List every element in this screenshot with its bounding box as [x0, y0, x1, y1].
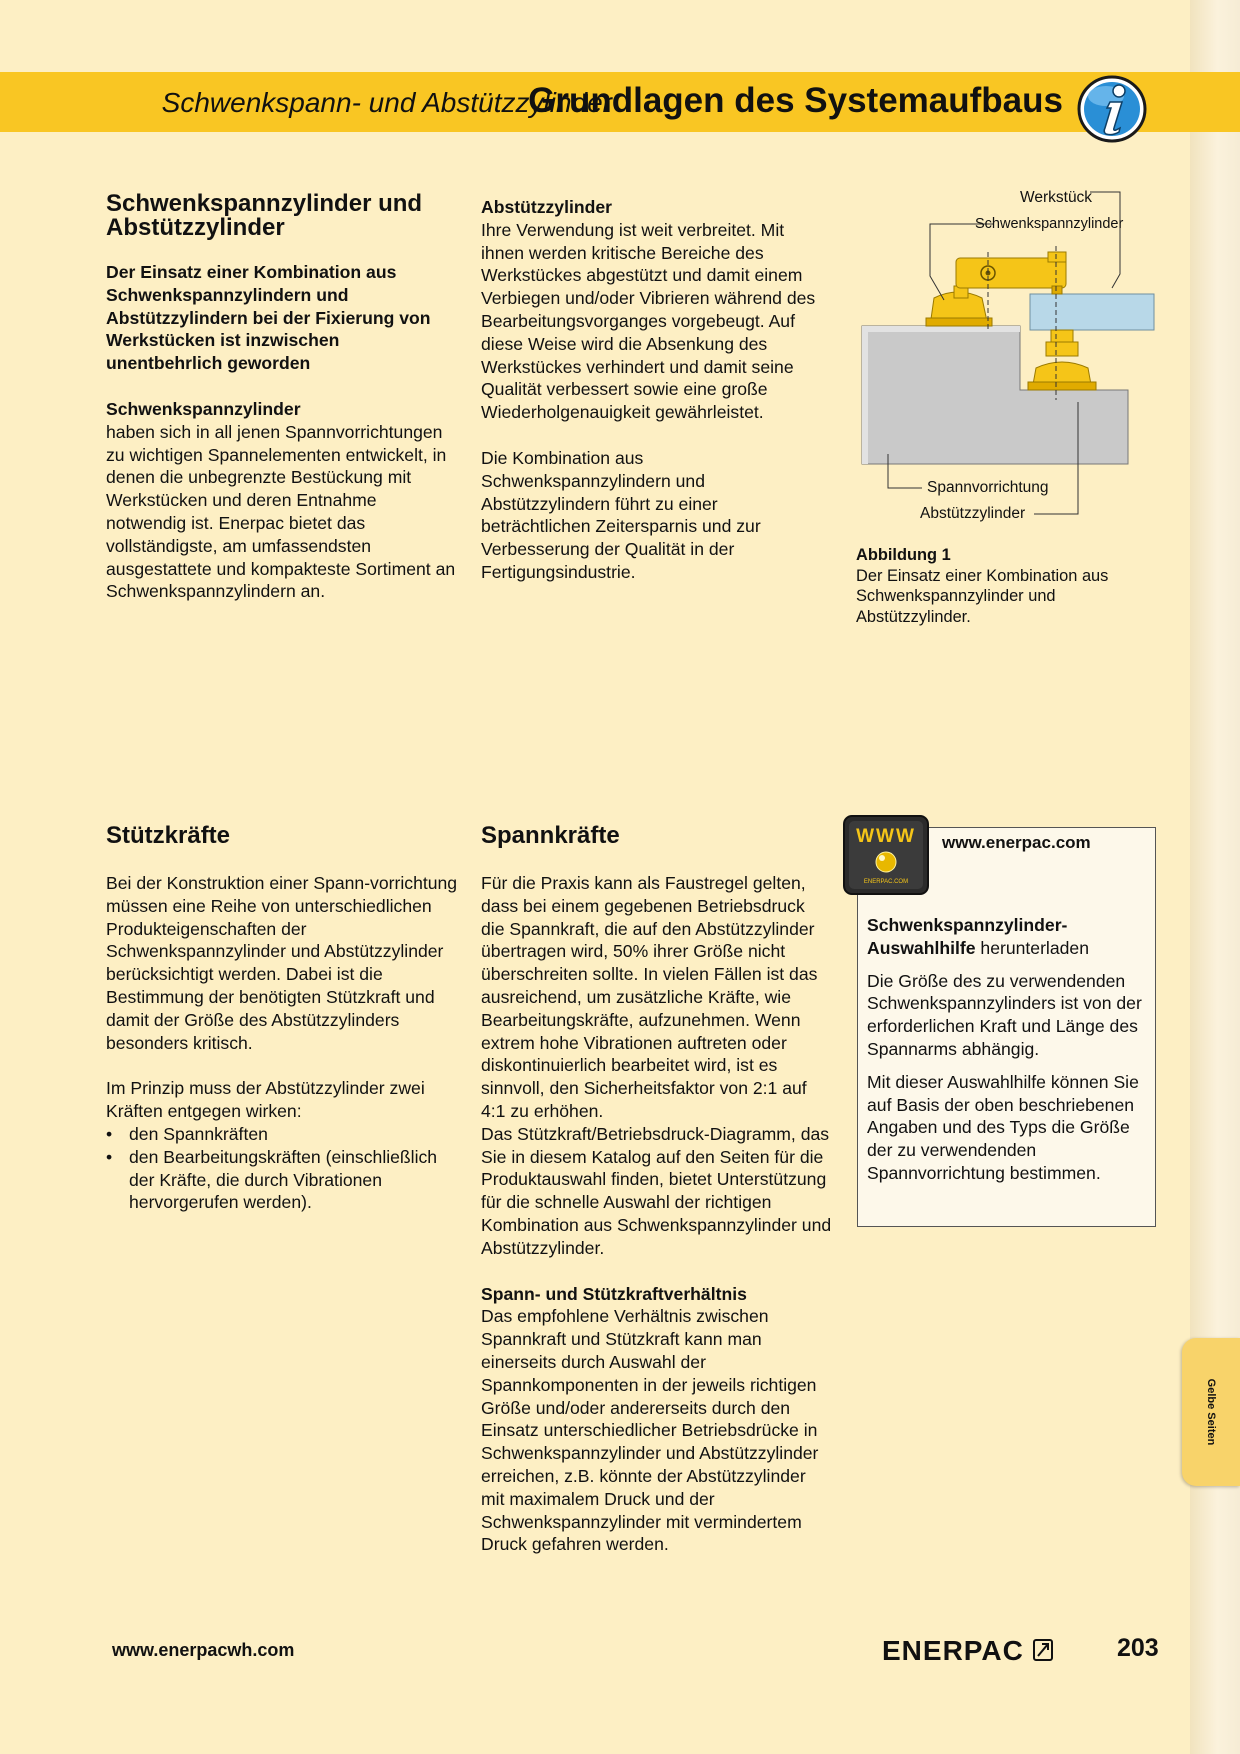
label-abstuetzzylinder: Abstützzylinder [920, 505, 1026, 522]
list-item: • den Spannkräften [106, 1123, 458, 1146]
label-schwenkspannzylinder: Schwenkspannzylinder [975, 216, 1124, 232]
lead-paragraph: Der Einsatz einer Kombination aus Schwenkspannzylindern und Abstützzylindern bei der Fixierung von Werkstücken ist inzwischen unentbehrlich geworden [106, 262, 431, 374]
section-heading: Stützkräfte [106, 822, 231, 849]
section-heading: Spannkräfte [481, 822, 620, 849]
www-icon-text: WWW [856, 826, 916, 847]
header-subtitle: Schwenkspann- und Abstützzylinder [161, 87, 612, 118]
download-line[interactable] [867, 914, 1149, 960]
list-item: • den Bearbeitungskräften (einschließlich der Kräfte, die durch Vibrationen hervorgerufen werden). [106, 1146, 458, 1214]
page-edge [1190, 0, 1240, 1754]
caption-title: Abbildung 1 [856, 546, 951, 564]
www-icon-small-text: ENERPAC.COM [863, 879, 909, 885]
figure-caption [856, 545, 1146, 627]
body-paragraph: Die Größe des zu verwendenden Schwenkspannzylinders ist von der erforderlichen Kraft und Länge des Spannarms abhängig. [867, 970, 1142, 1059]
subheading-schwenk: Schwenkspannzylinder [106, 398, 301, 419]
download-action: herunterladen [975, 937, 1089, 958]
logo-text: ENERPAC [882, 1635, 1024, 1666]
figure-clamping-diagram [850, 182, 1162, 532]
body-paragraph: Das empfohlene Verhältnis zwischen Spannkraft und Stützkraft kann man einerseits durch Auswahl der Spannkomponenten in der jeweils richtigen Größe und/oder andererseits durch den Einsatz unterschiedlicher Betriebsdrücke in Schwenkspannzylinder und Abstützzylinder erreichen, z.B. könnte der Abstützzylinder mit maximalem Druck und der Schwenkspannzylinder mit vermindertem Druck gefahren werden. [481, 1306, 819, 1555]
subheading-verhaeltnis: Spann- und Stützkraftverhältnis [481, 1283, 747, 1304]
body-paragraph: Ihre Verwendung ist weit verbreitet. Mit ihnen werden kritische Bereiche des Werkstückes abgestützt und damit einem Verbiegen und/oder Vibrieren während des Bearbeitungsvorganges vorgebeugt. Auf diese Weise wird die Absenkung des Werkstückes verhindert und damit seine Qualität verbessert sowie eine große Wiederholgenauigkeit gewährleistet. [481, 219, 816, 423]
label-werkstueck: Werkstück [1020, 189, 1093, 206]
subheading-abstuetz: Abstützzylinder [481, 197, 612, 217]
section-stuetzkraefte [106, 824, 458, 1214]
body-paragraph: Die Kombination aus Schwenkspannzylindern und Abstützzylindern führt zu einer beträchtlichen Zeitersparnis und zur Verbesserung der Qualität in der Fertigungsindustrie. [481, 447, 761, 582]
info-icon [1076, 74, 1148, 144]
web-link[interactable]: www.enerpac.com [942, 833, 1091, 852]
side-tab-gelbe-seiten[interactable] [1182, 1338, 1240, 1486]
body-paragraph: Bei der Konstruktion einer Spann-vorrichtung müssen eine Reihe von unterschiedlichen Produkteigenschaften der Schwenkspannzylinder und Abstützzylinder berücksichtigt werden. Dabei ist die Bestimmung der benötigten Stützkraft und damit der Größe des Abstützzylinders besonders kritisch. [106, 873, 458, 1053]
caption-text: Der Einsatz einer Kombination aus Schwenkspannzylinder und Abstützzylinder. [856, 566, 1109, 626]
page-number: 203 [1117, 1634, 1159, 1662]
side-tab-label: Gelbe Seiten [1205, 1378, 1217, 1446]
page-title: Grundlagen des Systemaufbaus [528, 81, 1063, 120]
download-title[interactable]: Schwenkspannzylinder-Auswahlhilfe [867, 915, 1068, 958]
download-box-body [867, 914, 1149, 1195]
body-paragraph: Mit dieser Auswahlhilfe können Sie auf Basis der oben beschriebenen Angaben und des Typs die Größe der zu verwendenden Spannvorrichtung bestimmen. [867, 1071, 1139, 1183]
section-column-2 [481, 196, 831, 584]
enerpac-logo [882, 1630, 1056, 1668]
body-paragraph: Für die Praxis kann als Faustregel gelten, dass bei einem gegebenen Betriebsdruck die Spannkraft, die auf den Abstützzylinder übertragen wird, 50% ihrer Größe nicht überschreiten sollte. In vielen Fällen ist das ausreichend, um zusätzliche Kräfte, wie Bearbeitungskräfte, aufzunehmen. Wenn extrem hohe Vibrationen auftreten oder diskontinuierlich bearbeitet wird, ist es sinnvoll, den Sicherheitsfaktor von 2:1 auf 4:1 zu erhöhen. [481, 873, 818, 1121]
footer-url[interactable]: www.enerpacwh.com [112, 1640, 295, 1660]
force-list [106, 1123, 458, 1214]
section-column-1 [106, 192, 456, 603]
label-spannvorrichtung: Spannvorrichtung [927, 479, 1049, 496]
body-paragraph: haben sich in all jenen Spannvorrichtungen zu wichtigen Spannelementen entwickelt, in denen die unbegrenzte Bestückung mit Werkstücken und deren Entnahme notwendig ist. Enerpac bietet das vollständigste, am umfassendsten ausgestattete und kompakteste Sortiment an Schwenkspannzylindern an. [106, 421, 456, 602]
body-paragraph: Im Prinzip muss der Abstützzylinder zwei Kräften entgegen wirken: [106, 1078, 425, 1122]
section-heading: Schwenkspannzylinder und Abstützzylinder [106, 190, 423, 241]
section-spannkraefte [481, 824, 833, 1556]
www-icon[interactable] [843, 815, 929, 895]
body-paragraph: Das Stützkraft/Betriebsdruck-Diagramm, das Sie in diesem Katalog auf den Seiten für die Produktauswahl finden, bietet Unterstützung für die schnelle Auswahl der richtigen Kombination aus Schwenkspannzylinder und Abstützzylinder. [481, 1123, 832, 1258]
